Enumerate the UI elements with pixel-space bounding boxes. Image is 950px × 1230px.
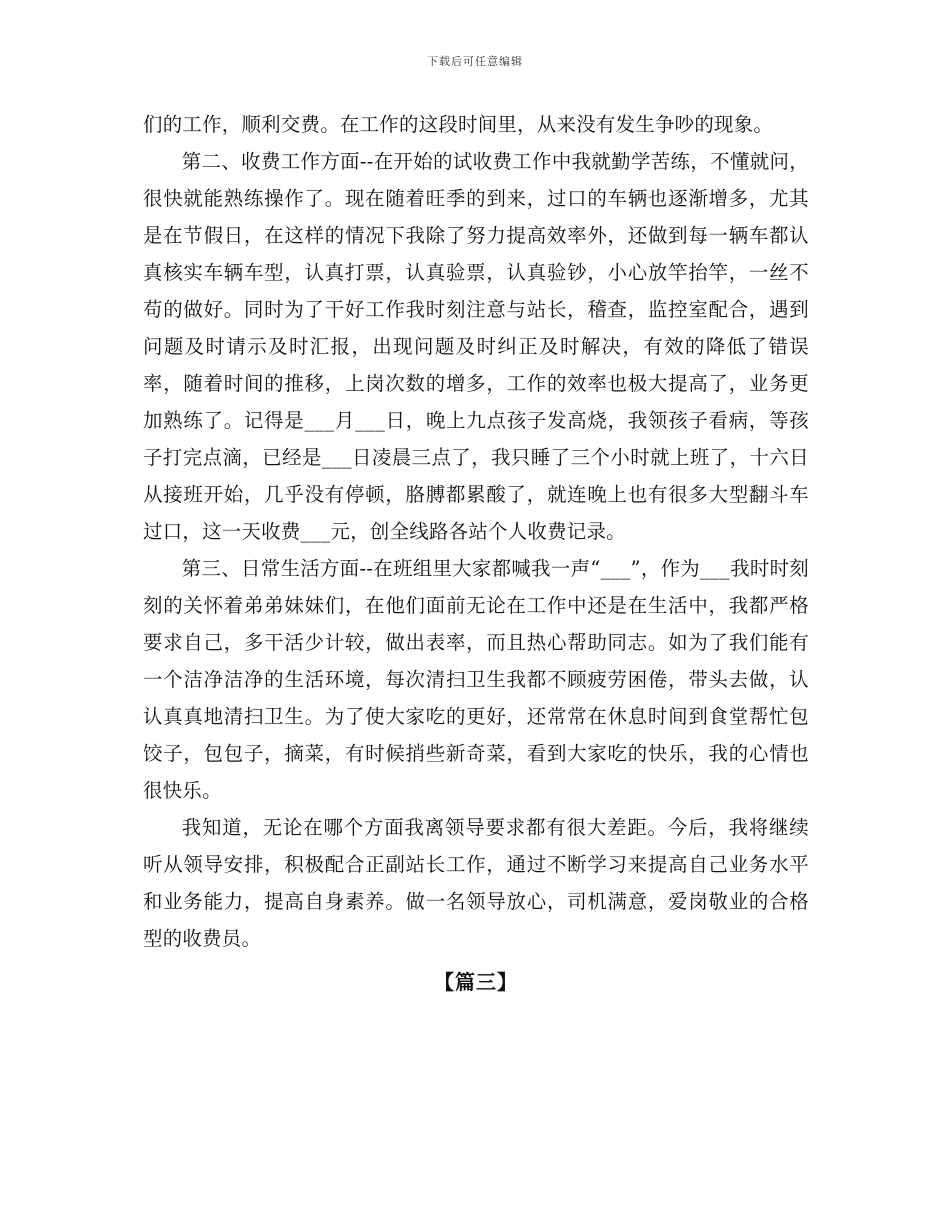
section-title: 【篇三】 [434,970,518,994]
paragraph-daily-life: 第三、日常生活方面--在班组里大家都喊我一声“___”，作为___我时时刻刻的关怀着弟弟妹妹们，在他们面前无论在工作中还是在生活中，我都严格要求自己，多干活少计较，做出表率，而且热心帮助同志。如为了我们能有一个洁净洁净的生活环境，每次清扫卫生我都不顾疲劳困倦，带头去做，认认真真地清扫卫生。为了使大家吃的更好，还常常在休息时间到食堂帮忙包饺子，包包子，摘菜，有时候捎些新奇菜，看到大家吃的快乐，我的心情也很快乐。 [143,557,809,802]
paragraph-continuation: 们的工作，顺利交费。在工作的这段时间里，从来没有发生争吵的现象。 [143,113,774,136]
paragraph-conclusion: 我知道，无论在哪个方面我离领导要求都有很大差距。今后，我将继续听从领导安排，积极配合正副站长工作，通过不断学习来提高自己业务水平和业务能力，提高自身素养。做一名领导放心，司机满意，爱岗敬业的合格型的收费员。 [143,816,809,950]
paragraph-toll-work: 第二、收费工作方面--在开始的试收费工作中我就勤学苦练，不懂就问，很快就能熟练操作了。现在随着旺季的到来，过口的车辆也逐渐增多，尤其是在节假日，在这样的情况下我除了努力提高效率外，还做到每一辆车都认真核实车辆车型，认真打票，认真验票，认真验钞，小心放竿抬竿，一丝不苟的做好。同时为了干好工作我时刻注意与站长，稽查，监控室配合，遇到问题及时请示及时汇报，出现问题及时纠正及时解决，有效的降低了错误率，随着时间的推移，上岗次数的增多，工作的效率也极大提高了，业务更加熟练了。记得是___月___日，晚上九点孩子发高烧，我领孩子看病，等孩子打完点滴，已经是___日凌晨三点了，我只睡了三个小时就上班了，十六日从接班开始，几乎没有停顿，胳膊都累酸了，就连晚上也有很多大型翻斗车过口，这一天收费___元，创全线路各站个人收费记录。 [143,150,809,543]
page-header: 下载后可任意编辑 [427,55,523,68]
document-body [143,106,809,997]
